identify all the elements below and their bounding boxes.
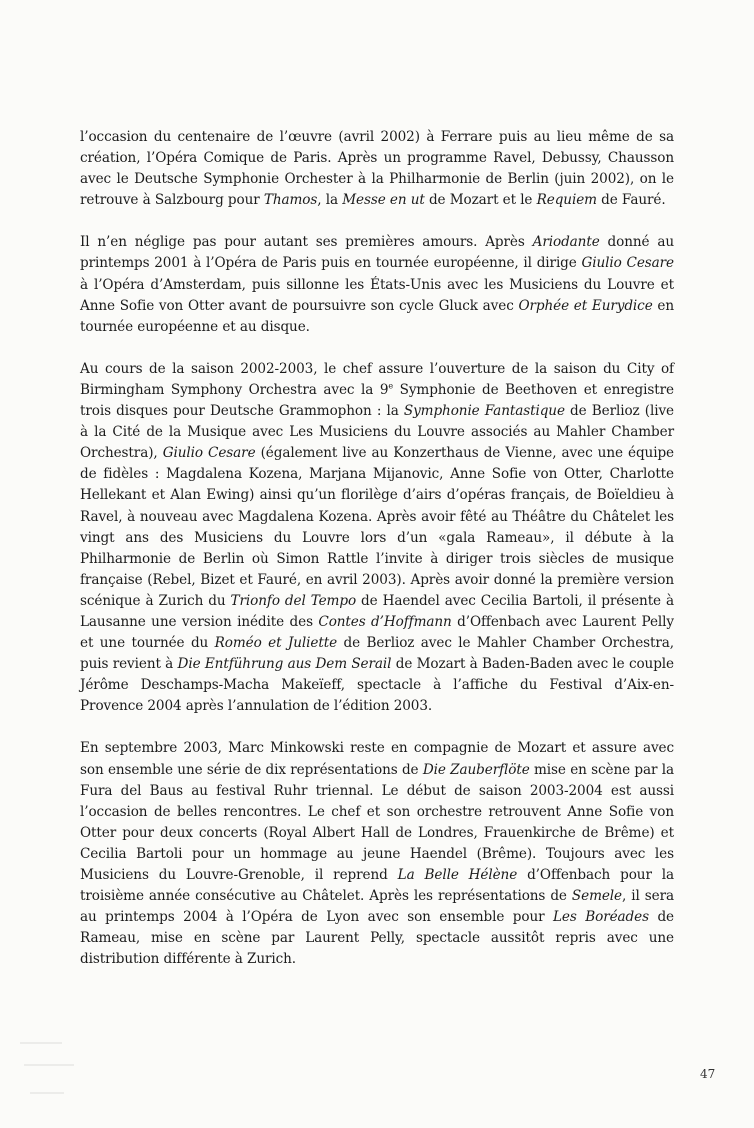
italic-title: Die Entführung aus Dem Serail [177,656,392,673]
text-run: Il n’en néglige pas pour autant ses premières amours. Après [80,234,533,251]
italic-title: La Belle Hélène [397,867,518,883]
text-run: de Berlioz (live à la Cité de la Musique avec Les Musiciens du Louvre associés au Mahler Chamber Orchestra), [80,403,674,462]
italic-title: Semele [571,888,622,905]
italic-title: Trionfo del Tempo [230,592,357,609]
text-run: de Mozart à Baden-Baden avec le couple Jérôme Deschamps-Macha Makeïeff, spectacle à l’affiche du Festival d’Aix-en-Provence 2004 après l’annulation de l’édition 2003. [80,656,674,715]
text-run: de Fauré. [596,192,666,209]
text-run: l’occasion du centenaire de l’œuvre (avril 2002) à Ferrare puis au lieu même de sa création, l’Opéra Comique de Paris. Après un programme Ravel, Debussy, Chausson avec le Deutsche Symphonie Orchester à la Philharmonie de Berlin (juin 2002), on le retrouve à Salzbourg pour [80,129,674,209]
text-run: (également live au Konzerthaus de Vienne, avec une équipe de fidèles : Magdalena Kozena, Marjana Mijanovic, Anne Sofie von Otter, Charlotte Hellekant et Alan Ewing) ainsi qu’un florilège d’airs d’opéras français, de Boïeldieu à Ravel, à nouveau avec Magdalena Kozena. Après avoir fêté au Théâtre du Châtelet les vingt ans des Musiciens du Louvre lors d’un «gala Rameau», il débute à la Philharmonie de Berlin où Simon Rattle l’invite à diriger trois siècles de musique française (Rebel, Bizet et Fauré, en avril 2003). Après avoir donné la première version scénique à Zurich du [80,445,675,609]
text-run: , il sera au printemps 2004 à l’Opéra de Lyon avec son ensemble pour [80,888,674,926]
text-run: de Berlioz avec le Mahler Chamber Orchestra, puis revient à [80,635,675,673]
page-number: 47 [700,1067,716,1081]
text-run: à l’Opéra d’Amsterdam, puis sillonne les États-Unis avec les Musiciens du Louvre et Anne Sofie von Otter avant de poursuivre son cycle Gluck avec [80,276,674,314]
text-run: de Rameau, mise en scène par Laurent Pelly, spectacle aussitôt repris avec une distribution différente à Zurich. [80,909,674,968]
italic-title: Messe en ut [342,192,425,209]
text-run: d’Offenbach pour la troisième année consécutive au Châtelet. Après les représentations de [80,867,675,905]
paragraph-3 [80,359,674,718]
italic-title: Giulio Cesare [162,445,256,462]
italic-title: Thamos [263,192,318,209]
paragraph-2 [80,232,674,337]
italic-title: Orphée et Eurydice [518,297,653,314]
italic-title: Die Zauberflöte [422,761,530,778]
text-run: mise en scène par la Fura del Baus au festival Ruhr triennal. Le début de saison 2003-2004 est aussi l’occasion de belles rencontres. Le chef et son orchestre retrouvent Anne Sofie von Otter pour deux concerts (Royal Albert Hall de Londres, Frauenkirche de Brême) et Cecilia Bartoli pour un hommage au jeune Haendel (Brême). Toujours avec les Musiciens du Louvre-Grenoble, il reprend [80,761,675,883]
text-run: de Mozart et le [424,192,537,209]
body-text [80,127,674,970]
margin-marks [20,1030,80,1120]
paragraph-1 [80,127,674,211]
text-run: de Haendel avec Cecilia Bartoli, il présente à Lausanne une version inédite des [80,592,675,630]
text-run: Symphonie de Beethoven et enregistre trois disques pour Deutsche Grammophon : la [80,381,674,420]
text-run: donné au printemps 2001 à l’Opéra de Paris puis en tournée européenne, il dirige [80,234,674,272]
italic-title: Ariodante [532,234,600,251]
text-run: , la [317,192,343,209]
text-run: d’Offenbach avec Laurent Pelly et une tournée du [80,613,674,652]
italic-title: Roméo et Juliette [214,635,338,652]
italic-title: Giulio Cesare [581,255,674,272]
superscript: e [388,381,394,391]
italic-title: Contes d’Hoffmann [318,613,452,630]
text-run: Au cours de la saison 2002-2003, le chef assure l’ouverture de la saison du City of Birmingham Symphony Orchestra avec la 9 [80,360,674,398]
text-run: En septembre 2003, Marc Minkowski reste en compagnie de Mozart et assure avec son ensemble une série de dix représentations de [80,740,674,778]
text-run: en tournée européenne et au disque. [80,297,674,335]
paragraph-4 [80,738,674,970]
italic-title: Les Boréades [553,909,649,926]
italic-title: Requiem [536,192,597,209]
italic-title: Symphonie Fantastique [403,403,565,420]
